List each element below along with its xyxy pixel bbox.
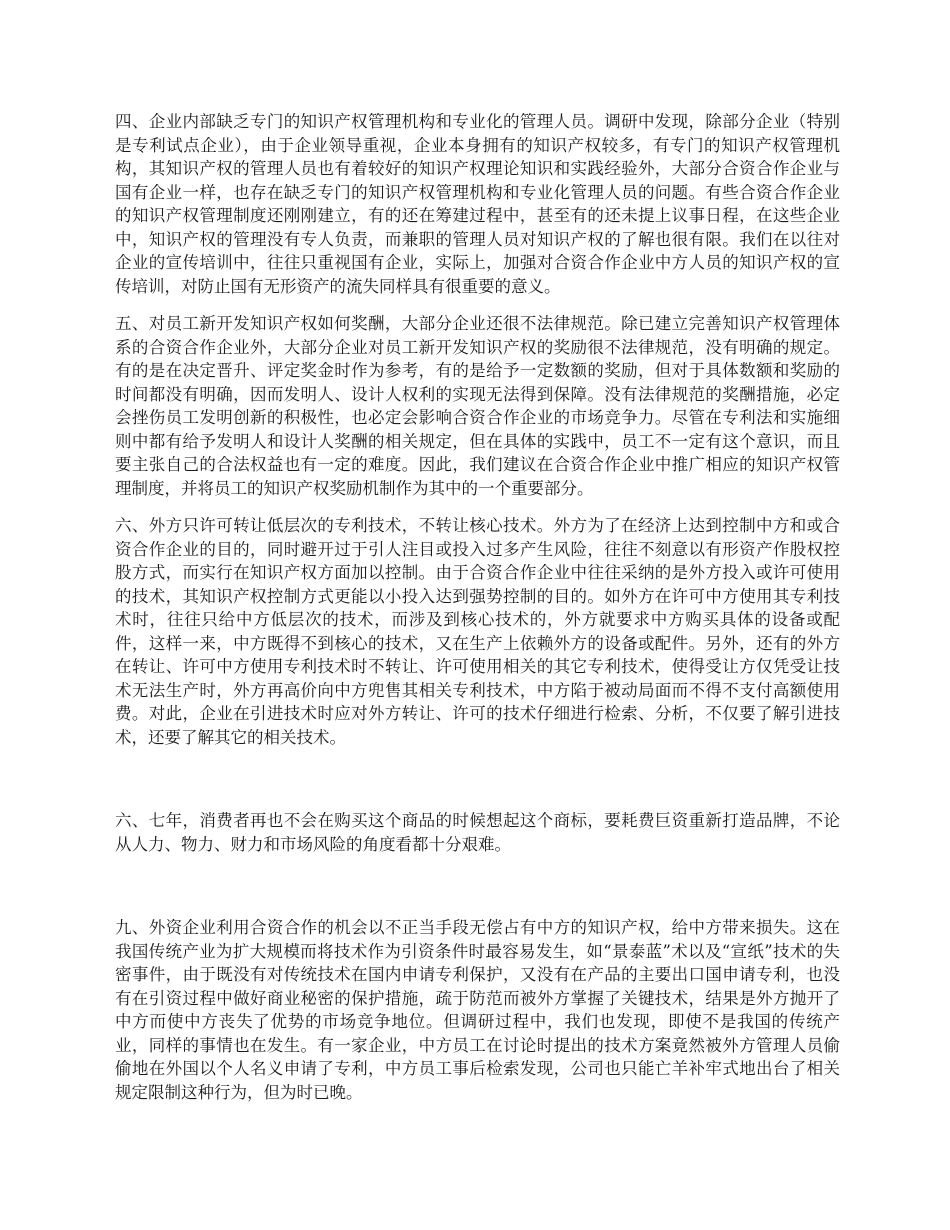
paragraph-section-4: 四、企业内部缺乏专门的知识产权管理机构和专业化的管理人员。调研中发现，除部分企业（特别是专利试点企业），由于企业领导重视，企业本身拥有的知识产权较多，有专门的知识产权管理机构，其知识产权的管理人员也有着较好的知识产权理论知识和实践经验外，大部分合资合作企业与国有企业一样，也存在缺乏专门的知识产权管理机构和专业化管理人员的问题。有些合资合作企业的知识产权管理制度还刚刚建立，有的还在筹建过程中，甚至有的还未提上议事日程，在这些企业中，知识产权的管理没有专人负责，而兼职的管理人员对知识产权的了解也很有限。我们在以往对企业的宣传培训中，往往只重视国有企业，实际上，加强对合资合作企业中方人员的知识产权的宣传培训，对防止国有无形资产的流失同样具有很重要的意义。 [115,112,840,296]
paragraph-fragment: 六、七年，消费者再也不会在购买这个商品的时候想起这个商标，要耗费巨资重新打造品牌，不论从人力、物力、财力和市场风险的角度看都十分艰难。 [115,811,840,854]
paragraph-spacer [115,298,840,312]
paragraph-spacer [115,856,840,916]
paragraph-section-9: 九、外资企业利用合资合作的机会以不正当手段无偿占有中方的知识产权，给中方带来损失。这在我国传统产业为扩大规模而将技术作为引资条件时最容易发生，如“景泰蓝”术以及“宣纸”技术的失密事件，由于既没有对传统技术在国内申请专利保护，又没有在产品的主要出口国申请专利，也没有在引资过程中做好商业秘密的保护措施，疏于防范而被外方掌握了关键技术，结果是外方抛开了中方而使中方丧失了优势的市场竞争地位。但调研过程中，我们也发现，即使不是我国的传统产业，同样的事情也在发生。有一家企业，中方员工在讨论时提出的技术方案竟然被外方管理人员偷偷地在外国以个人名义申请了专利，中方员工事后检索发现，公司也只能亡羊补牢式地出台了相关规定限制这种行为，但为时已晚。 [115,918,840,1102]
paragraph-section-5: 五、对员工新开发知识产权如何奖酬，大部分企业还很不法律规范。除已建立完善知识产权管理体系的合资合作企业外，大部分企业对员工新开发知识产权的奖励很不法律规范，没有明确的规定。有的是在决定晋升、评定奖金时作为参考，有的是给予一定数额的奖励，但对于具体数额和奖励的时间都没有明确，因而发明人、设计人权利的实现无法得到保障。没有法律规范的奖酬措施，必定会挫伤员工发明创新的积极性，也必定会影响合资合作企业的市场竞争力。尽管在专利法和实施细则中都有给予发明人和设计人奖酬的相关规定，但在具体的实践中，员工不一定有这个意识，而且要主张自己的合法权益也有一定的难度。因此，我们建议在合资合作企业中推广相应的知识产权管理制度，并将员工的知识产权奖励机制作为其中的一个重要部分。 [115,314,840,498]
paragraph-spacer [115,500,840,514]
paragraph-spacer [115,749,840,809]
document-page [115,110,840,1104]
paragraph-section-6: 六、外方只许可转让低层次的专利技术，不转让核心技术。外方为了在经济上达到控制中方和或合资合作企业的目的，同时避开过于引人注目或投入过多产生风险，往往不刻意以有形资产作股权控股方式，而实行在知识产权方面加以控制。由于合资合作企业中往往采纳的是外方投入或许可使用的技术，其知识产权控制方式更能以小投入达到强势控制的目的。如外方在许可中方使用其专利技术时，往往只给中方低层次的技术，而涉及到核心技术的，外方就要求中方购买具体的设备或配件，这样一来，中方既得不到核心的技术，又在生产上依赖外方的设备或配件。另外，还有的外方在转让、许可中方使用专利技术时不转让、许可使用相关的其它专利技术，使得受让方仅凭受让技术无法生产时，外方再高价向中方兜售其相关专利技术，中方陷于被动局面而不得不支付高额使用费。对此，企业在引进技术时应对外方转让、许可的技术仔细进行检索、分析，不仅要了解引进技术，还要了解其它的相关技术。 [115,516,840,747]
